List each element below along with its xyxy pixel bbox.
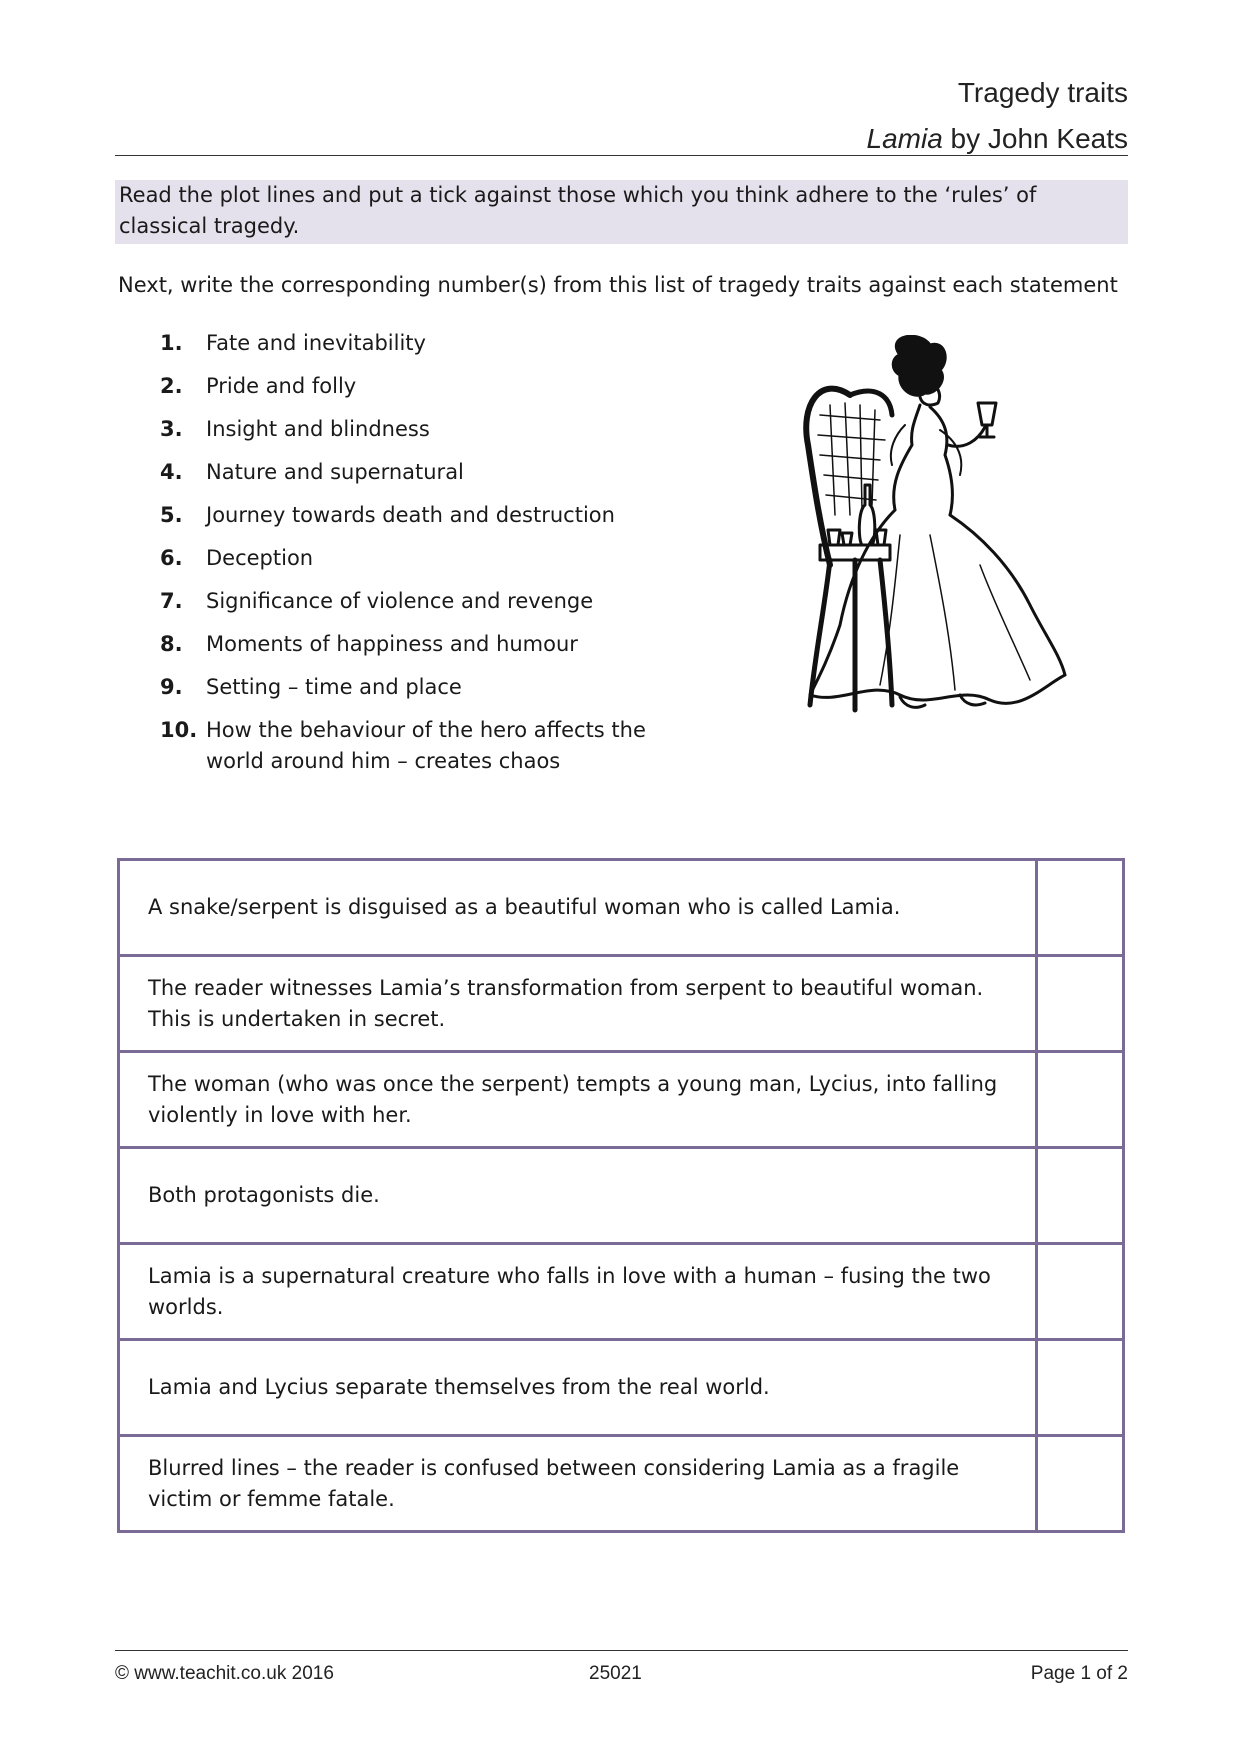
footer-code: 25021 [589,1663,642,1684]
instruction-box [115,180,1128,244]
instruction-numbers: Next, write the corresponding number(s) from this list of tragedy traits against each statement [118,273,1118,297]
table-row [119,1052,1124,1148]
trait-item [160,715,680,789]
statement-cell: Both protagonists die. [119,1148,1037,1244]
trait-text: Deception [206,546,314,570]
statement-cell: Blurred lines – the reader is confused between considering Lamia as a fragile victim or femme fatale. [119,1436,1037,1532]
tick-box-cell[interactable] [1037,1052,1124,1148]
author-byline: by John Keats [942,123,1128,154]
trait-item [160,672,680,715]
trait-text: Pride and folly [206,374,357,398]
footer-page-number: Page 1 of 2 [1030,1663,1128,1684]
trait-text: Fate and inevitability [206,331,426,355]
page-header [115,70,1128,162]
trait-number: 7. [160,589,183,613]
trait-item [160,543,680,586]
trait-text: Journey towards death and destruction [206,503,615,527]
tick-box-cell[interactable] [1037,956,1124,1052]
trait-text: How the behaviour of the hero affects the world around him – creates chaos [206,718,646,773]
tick-box-cell[interactable] [1037,1244,1124,1340]
instruction-tick: Read the plot lines and put a tick against those which you think adhere to the ‘rules’ of classical tragedy. [119,183,1037,238]
table-row [119,956,1124,1052]
trait-number: 6. [160,546,183,570]
table-row [119,1436,1124,1532]
trait-number: 5. [160,503,183,527]
trait-item [160,586,680,629]
seated-woman-illustration [780,335,1080,755]
trait-number: 10. [160,718,198,742]
table-row [119,860,1124,956]
statement-cell: Lamia and Lycius separate themselves from the real world. [119,1340,1037,1436]
trait-item [160,328,680,371]
statement-cell: The woman (who was once the serpent) tempts a young man, Lycius, into falling violently in love with her. [119,1052,1037,1148]
tick-box-cell[interactable] [1037,1436,1124,1532]
table-row [119,1244,1124,1340]
statement-cell: Lamia is a supernatural creature who falls in love with a human – fusing the two worlds. [119,1244,1037,1340]
trait-item [160,500,680,543]
trait-item [160,629,680,672]
trait-number: 9. [160,675,183,699]
plot-statements-table [117,858,1125,1533]
page-footer [115,1650,1128,1684]
trait-number: 8. [160,632,183,656]
trait-item [160,414,680,457]
footer-copyright: © www.teachit.co.uk 2016 [115,1663,334,1684]
trait-item [160,371,680,414]
tick-box-cell[interactable] [1037,1148,1124,1244]
trait-text: Insight and blindness [206,417,430,441]
trait-number: 3. [160,417,183,441]
trait-text: Nature and supernatural [206,460,464,484]
work-title: Lamia [866,123,943,154]
tick-box-cell[interactable] [1037,1340,1124,1436]
table-row [119,1148,1124,1244]
tick-box-cell[interactable] [1037,860,1124,956]
traits-list [160,328,680,789]
trait-number: 1. [160,331,183,355]
trait-text: Setting – time and place [206,675,462,699]
statement-cell: A snake/serpent is disguised as a beautiful woman who is called Lamia. [119,860,1037,956]
statement-cell: The reader witnesses Lamia’s transformation from serpent to beautiful woman. This is undertaken in secret. [119,956,1037,1052]
table-row [119,1340,1124,1436]
trait-text: Significance of violence and revenge [206,589,594,613]
header-rule [115,155,1128,156]
trait-item [160,457,680,500]
trait-number: 2. [160,374,183,398]
trait-number: 4. [160,460,183,484]
trait-text: Moments of happiness and humour [206,632,578,656]
page-title: Tragedy traits [957,77,1128,108]
